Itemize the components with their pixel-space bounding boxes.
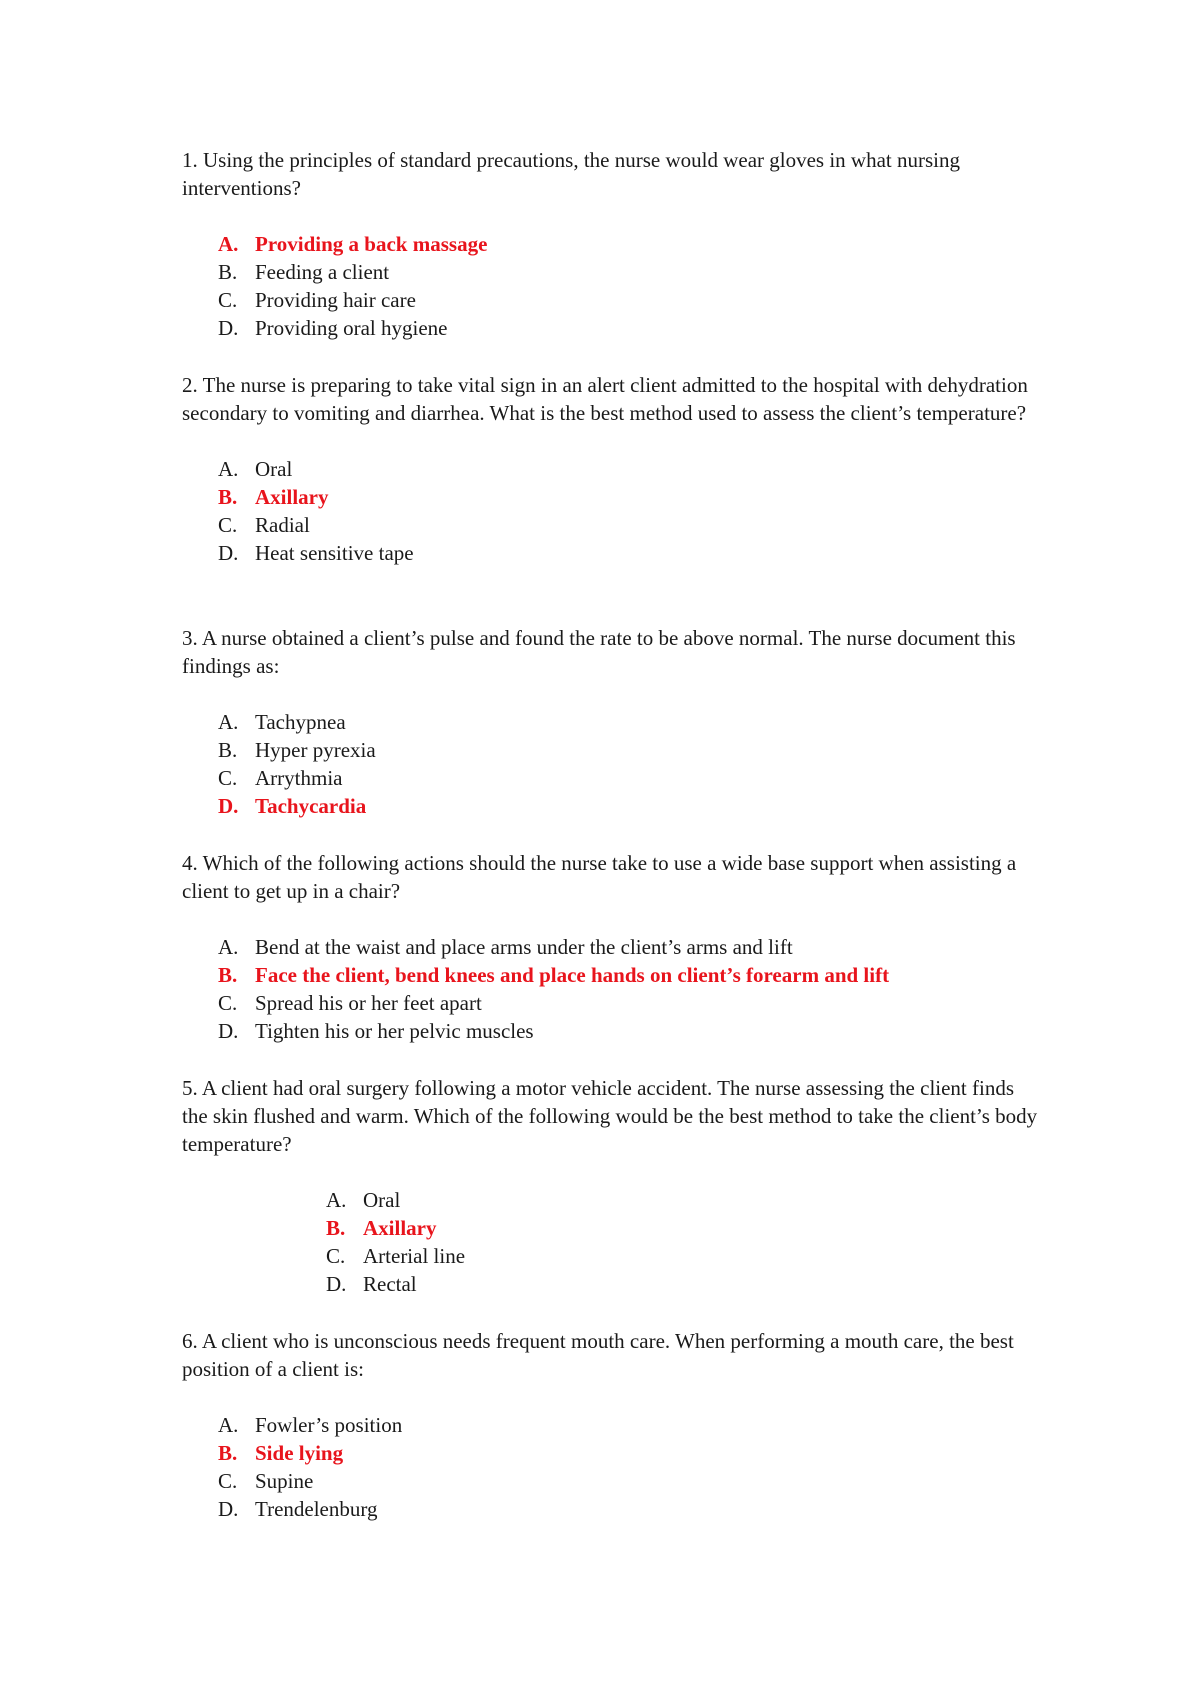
option-text: Supine: [255, 1469, 314, 1493]
option-a: [218, 1411, 1042, 1439]
question-5: [182, 1074, 1042, 1298]
option-text: Arterial line: [363, 1244, 466, 1268]
option-b: [218, 483, 1042, 511]
option-c: [218, 989, 1042, 1017]
option-text: Tachycardia: [255, 794, 367, 818]
option-text: Face the client, bend knees and place hands on client’s forearm and lift: [255, 963, 890, 987]
question-text: 2. The nurse is preparing to take vital sign in an alert client admitted to the hospital with dehydration secondary to vomiting and diarrhea. What is the best method used to assess the client’s temperature?: [182, 373, 1028, 425]
option-text: Tachypnea: [255, 710, 346, 734]
option-c: [326, 1242, 1042, 1270]
option-letter: D.: [218, 541, 239, 565]
option-letter: D.: [218, 1497, 239, 1521]
option-d: [218, 539, 1042, 567]
option-letter: A.: [218, 457, 239, 481]
question-text: 4. Which of the following actions should the nurse take to use a wide base support when assisting a client to get up in a chair?: [182, 851, 1017, 903]
option-text: Heat sensitive tape: [255, 541, 414, 565]
option-d: [218, 792, 1042, 820]
option-text: Fowler’s position: [255, 1413, 403, 1437]
option-text: Hyper pyrexia: [255, 738, 376, 762]
option-d: [218, 1017, 1042, 1045]
option-letter: B.: [218, 1441, 238, 1465]
option-letter: D.: [218, 794, 239, 818]
question-4: [182, 849, 1042, 1045]
option-letter: A.: [218, 710, 239, 734]
question-text: 1. Using the principles of standard precautions, the nurse would wear gloves in what nursing interventions?: [182, 148, 960, 200]
option-text: Providing a back massage: [255, 232, 488, 256]
answer-options: [182, 708, 1042, 820]
option-text: Axillary: [363, 1216, 437, 1240]
question-3: [182, 624, 1042, 820]
option-d: [218, 314, 1042, 342]
answer-options: [182, 1186, 1042, 1298]
option-text: Providing hair care: [255, 288, 416, 312]
question-1: [182, 146, 1042, 342]
answer-options: [182, 230, 1042, 342]
option-letter: B.: [218, 738, 238, 762]
option-b: [218, 1439, 1042, 1467]
option-b: [326, 1214, 1042, 1242]
option-a: [218, 230, 1042, 258]
option-text: Axillary: [255, 485, 329, 509]
option-letter: A.: [326, 1188, 347, 1212]
option-text: Trendelenburg: [255, 1497, 378, 1521]
option-letter: C.: [326, 1244, 346, 1268]
option-a: [326, 1186, 1042, 1214]
answer-options: [182, 1411, 1042, 1523]
option-text: Radial: [255, 513, 310, 537]
option-letter: A.: [218, 1413, 239, 1437]
option-c: [218, 1467, 1042, 1495]
question-2: [182, 371, 1042, 567]
option-text: Side lying: [255, 1441, 344, 1465]
option-letter: D.: [326, 1272, 347, 1296]
option-letter: B.: [326, 1216, 346, 1240]
option-letter: B.: [218, 485, 238, 509]
option-d: [218, 1495, 1042, 1523]
option-letter: D.: [218, 1019, 239, 1043]
option-text: Oral: [363, 1188, 401, 1212]
option-d: [326, 1270, 1042, 1298]
option-letter: C.: [218, 1469, 238, 1493]
option-letter: D.: [218, 316, 239, 340]
question-6: [182, 1327, 1042, 1523]
option-letter: C.: [218, 766, 238, 790]
option-c: [218, 511, 1042, 539]
option-text: Oral: [255, 457, 293, 481]
option-b: [218, 961, 1042, 989]
option-c: [218, 764, 1042, 792]
option-letter: B.: [218, 963, 238, 987]
option-letter: B.: [218, 260, 238, 284]
answer-options: [182, 455, 1042, 567]
option-a: [218, 933, 1042, 961]
option-a: [218, 708, 1042, 736]
option-letter: C.: [218, 991, 238, 1015]
question-text: 5. A client had oral surgery following a motor vehicle accident. The nurse assessing the client finds the skin flushed and warm. Which of the following would be the best method to take the client’s body temperature?: [182, 1076, 1038, 1156]
option-text: Feeding a client: [255, 260, 390, 284]
answer-options: [182, 933, 1042, 1045]
option-a: [218, 455, 1042, 483]
option-letter: A.: [218, 232, 239, 256]
option-text: Tighten his or her pelvic muscles: [255, 1019, 534, 1043]
option-text: Spread his or her feet apart: [255, 991, 482, 1015]
option-letter: A.: [218, 935, 239, 959]
question-text: 6. A client who is unconscious needs frequent mouth care. When performing a mouth care, the best position of a client is:: [182, 1329, 1014, 1381]
option-text: Rectal: [363, 1272, 417, 1296]
option-text: Arrythmia: [255, 766, 343, 790]
option-text: Providing oral hygiene: [255, 316, 448, 340]
option-b: [218, 258, 1042, 286]
option-b: [218, 736, 1042, 764]
option-c: [218, 286, 1042, 314]
question-text: 3. A nurse obtained a client’s pulse and found the rate to be above normal. The nurse document this findings as:: [182, 626, 1016, 678]
option-letter: C.: [218, 513, 238, 537]
option-text: Bend at the waist and place arms under the client’s arms and lift: [255, 935, 793, 959]
option-letter: C.: [218, 288, 238, 312]
